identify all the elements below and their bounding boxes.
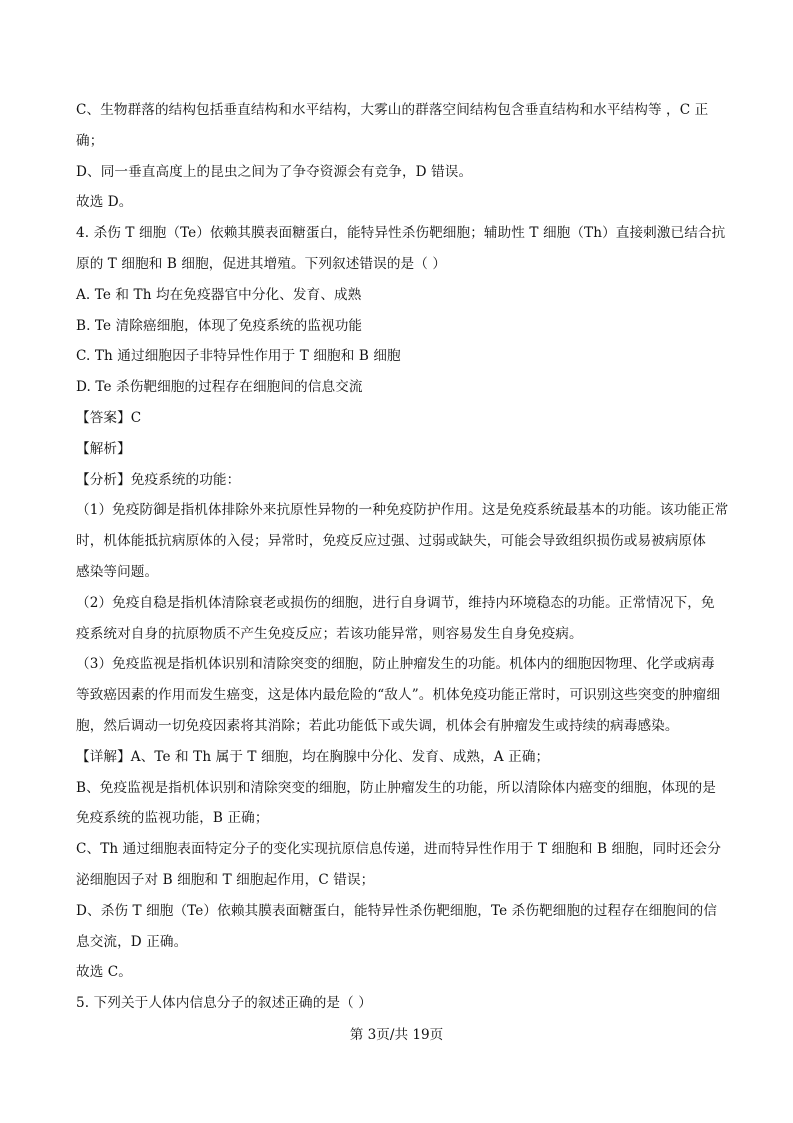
text-line: 确；: [76, 132, 104, 149]
text-line: （1）免疫防御是指机体排除外来抗原性异物的一种免疫防护作用。这是免疫系统最基本的功能。该功能正常: [76, 502, 729, 519]
text-line: 时，机体能抵抗病原体的入侵；异常时，免疫反应过强、过弱或缺失，可能会导致组织损伤或易被病原体: [76, 533, 706, 550]
text-line: 等致癌因素的作用而发生癌变，这是体内最危险的“敌人”。机体免疫功能正常时，可识别这些突变的肿瘤细: [76, 687, 721, 704]
text-line: C、Th 通过细胞表面特定分子的变化实现抗原信息传递，进而特异性作用于 T 细胞和 B 细胞，同时还会分: [76, 841, 722, 858]
answer-line: 【答案】C: [76, 409, 142, 426]
option-a: A. Te 和 Th 均在免疫器官中分化、发育、成熟: [76, 286, 362, 303]
text-line: 胞，然后调动一切免疫因素将其消除；若此功能低下或失调，机体会有肿瘤发生或持续的病毒感染。: [76, 717, 679, 734]
text-line: D、同一垂直高度上的昆虫之间为了争夺资源会有竞争，D 错误。: [76, 163, 473, 180]
option-c: C. Th 通过细胞因子非特异性作用于 T 细胞和 B 细胞: [76, 348, 401, 365]
option-d: D. Te 杀伤靶细胞的过程存在细胞间的信息交流: [76, 379, 363, 396]
text-line: 故选 D。: [76, 194, 133, 211]
option-b: B. Te 清除癌细胞，体现了免疫系统的监视功能: [76, 317, 363, 334]
document-body: [76, 95, 729, 1019]
text-line: 疫系统对自身的抗原物质不产生免疫反应；若该功能异常，则容易发生自身免疫病。: [76, 625, 583, 642]
analysis-heading: 【分析】免疫系统的功能：: [76, 471, 241, 488]
text-line: C、生物群落的结构包括垂直结构和水平结构，大雾山的群落空间结构包含垂直结构和水平结构等 ，C 正: [76, 102, 709, 118]
text-line: 免疫系统的监视功能，B 正确；: [76, 810, 269, 827]
text-line: 故选 C。: [76, 964, 133, 981]
text-line: B、免疫监视是指机体识别和清除突变的细胞，防止肿瘤发生的功能，所以清除体内癌变的细胞，体现的是: [76, 779, 716, 796]
text-line: 息交流，D 正确。: [76, 933, 188, 950]
question-5-stem: 5. 下列关于人体内信息分子的叙述正确的是（ ）: [76, 995, 372, 1012]
explanation-heading: 【解析】: [76, 440, 131, 457]
question-4-stem: 原的 T 细胞和 B 细胞，促进其增殖。下列叙述错误的是（ ）: [76, 255, 447, 272]
text-line: 感染等问题。: [76, 563, 159, 580]
page-number-footer: 第 3页/共 19页: [349, 1027, 444, 1043]
question-4-stem: 4. 杀伤 T 细胞（Te）依赖其膜表面糖蛋白，能特异性杀伤靶细胞；辅助性 T 细胞（Th）直接刺激已结合抗: [76, 225, 726, 242]
detail-line: 【详解】A、Te 和 Th 属于 T 细胞，均在胸腺中分化、发育、成熟，A 正确；: [76, 748, 550, 765]
text-line: 泌细胞因子对 B 细胞和 T 细胞起作用，C 错误；: [76, 871, 375, 888]
text-line: （3）免疫监视是指机体识别和清除突变的细胞，防止肿瘤发生的功能。机体内的细胞因物理、化学或病毒: [76, 656, 715, 673]
text-line: D、杀伤 T 细胞（Te）依赖其膜表面糖蛋白，能特异性杀伤靶细胞，Te 杀伤靶细胞的过程存在细胞间的信: [76, 902, 718, 919]
text-line: （2）免疫自稳是指机体清除衰老或损伤的细胞，进行自身调节，维持内环境稳态的功能。正常情况下，免: [76, 594, 715, 611]
